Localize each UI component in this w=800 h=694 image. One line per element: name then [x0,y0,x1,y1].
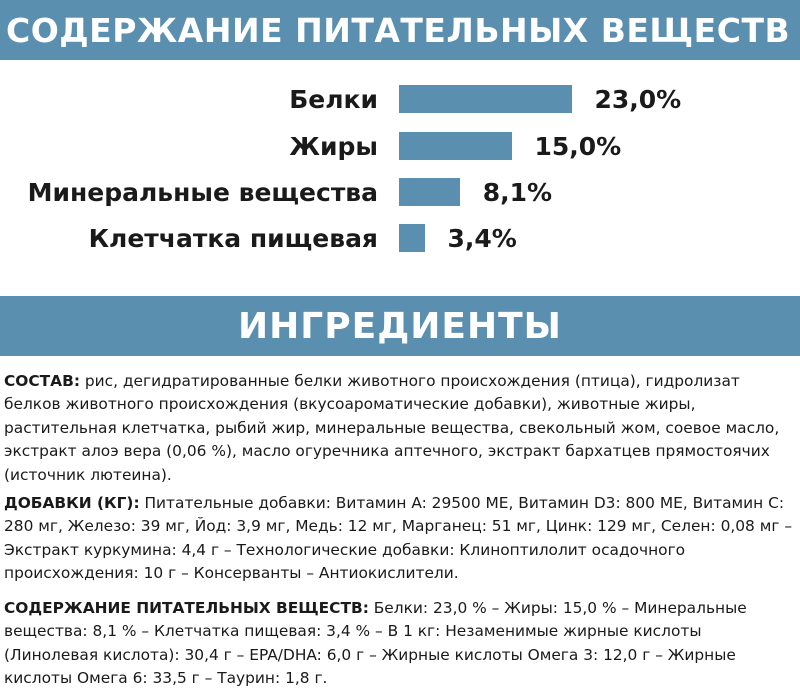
nutrient-bar [399,132,512,160]
nutrient-row-fiber [0,219,800,259]
nutrient-value: 15,0% [534,132,622,161]
nutrient-label: Жиры [289,132,378,161]
nutrient-value: 23,0% [594,85,682,114]
nutrient-label: Белки [289,85,378,114]
composition-text: рис, дегидратированные белки животного происхождения (птица), гидролизат белков животного происхождения (вкусоароматические добавки), животные жиры, растительная клетчатка, рыбий жир, минеральные вещества, свекольный жом, соевое масло, экстракт алоэ вера (0,06 %), масло огуречника аптечного, экстракт бархатцев прямостоячих (источник лютеина). [4,372,780,484]
nutrient-bar [399,224,425,252]
nutrient-value: 3,4% [447,224,517,253]
nutrients-heading: СОДЕРЖАНИЕ ПИТАТЕЛЬНЫХ ВЕЩЕСТВ: [4,599,369,617]
nutrients-paragraph [4,597,800,691]
additives-paragraph [4,492,800,586]
nutrient-row-fat [0,127,800,167]
composition-paragraph [4,370,800,487]
additives-text: Питательные добавки: Витамин A: 29500 МЕ, Витамин D3: 800 МЕ, Витамин C: 280 мг, Железо: 39 мг, Йод: 3,9 мг, Медь: 12 мг, Марганец: 51 мг, Цинк: 129 мг, Селен: 0,08 мг – Экстракт куркумина: 4,4 г – Технологические добавки: Клиноптилолит осадочного происхождения: 10 г – Консерванты – Антиокислители. [4,494,793,583]
additives-heading: ДОБАВКИ (КГ): [4,494,140,512]
nutrient-row-minerals [0,173,800,213]
nutrient-bar [399,178,460,206]
nutrition-section-title [0,0,800,60]
composition-heading: СОСТАВ: [4,372,80,390]
nutrients-text: Белки: 23,0 % – Жиры: 15,0 % – Минеральные вещества: 8,1 % – Клетчатка пищевая: 3,4 % – В 1 кг: Незаменимые жирные кислоты (Линолевая кислота): 30,4 г – EPA/DHA: 6,0 г – Жирные кислоты Омега 3: 12,0 г – Жирные кислоты Омега 6: 33,5 г – Таурин: 1,8 г. [4,599,747,688]
ingredients-section-title [0,296,800,356]
nutrient-label: Клетчатка пищевая [88,224,378,253]
nutrient-bar [399,85,572,113]
nutrition-title-text: СОДЕРЖАНИЕ ПИТАТЕЛЬНЫХ ВЕЩЕСТВ [6,10,791,50]
nutrient-row-protein [0,80,800,120]
nutrient-value: 8,1% [482,178,553,207]
nutrient-label: Минеральные вещества [27,178,378,207]
ingredients-title-text: ИНГРЕДИЕНТЫ [238,305,562,347]
